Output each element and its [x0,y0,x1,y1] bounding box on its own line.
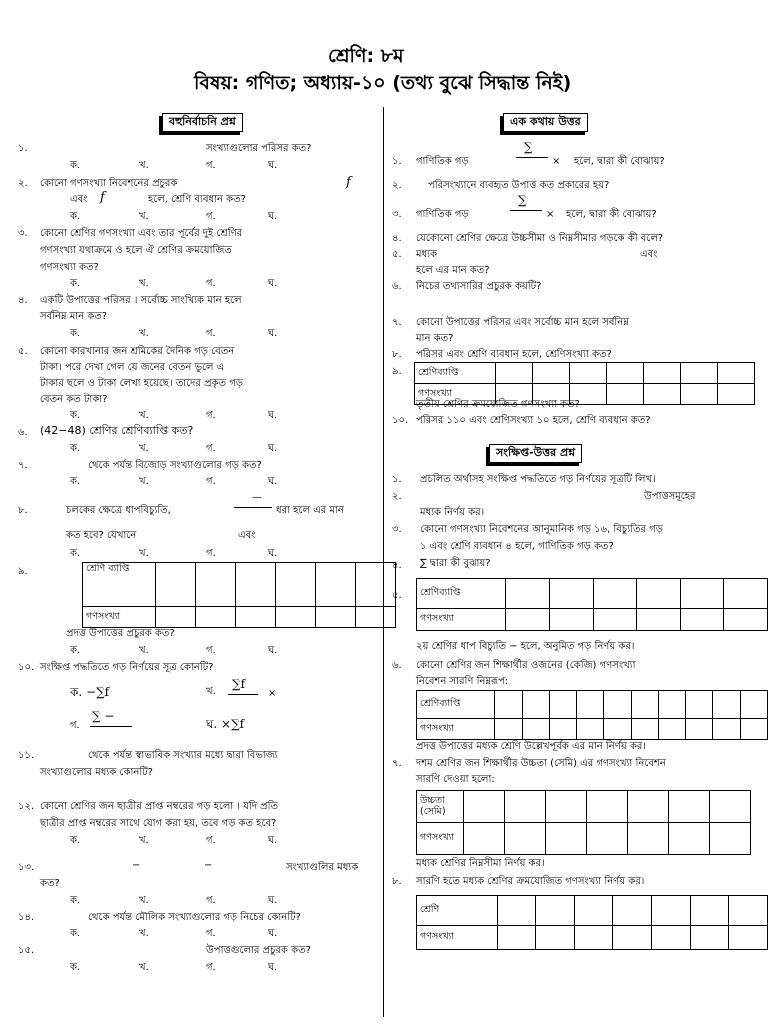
r9-row2-label: গণসংখ্যা [415,384,496,405]
r10-text: পরিসর ১১০ এবং শ্রেণিসংখ্যা ১০ হলে, শ্রেণি ব্যবধান কত? [416,415,651,426]
r1-fraction-bar [516,157,548,158]
q6-opt-c: গ. [206,443,216,454]
q11-line1: থেকে পর্যন্ত স্বাভাবিক সংখ্যার মধ্যে দ্বারা বিভাজ্য [88,750,278,761]
s5-table [416,578,768,631]
q8-dash: — [252,492,262,503]
r5-text-a: মধ্যক [416,249,438,260]
q7-opt-b: খ. [139,476,149,487]
q6-number: ৬. [18,427,28,438]
q10-opt-b: খ. [206,686,216,697]
r3-number: ৩. [392,209,402,220]
q2-f-symbol-2: f [100,190,105,205]
q8-number: ৮. [18,505,28,516]
s7-number: ৭. [392,758,402,769]
r8-number: ৮. [392,349,402,360]
s7-row2-label: গণসংখ্যা [417,823,464,855]
s2-line2: মধ্যক নির্ণয় কর। [420,507,485,518]
s6-number: ৬. [392,660,402,671]
q11-number: ১১. [18,750,35,761]
s8-table [416,895,768,950]
q14-opt-b: খ. [139,928,149,939]
q10-opt-b-expr: ∑f [232,677,246,691]
q2-opt-b: খ. [139,211,149,222]
one-word-heading: এক কথায় উত্তর [503,113,588,132]
r3-text-b: হলে, দ্বারা কী বোঝায়? [566,209,657,220]
q12-opt-a: ক. [70,835,81,846]
subject-title: বিষয়: গণিত; অধ্যায়-১০ (তথ্য বুঝে সিদ্ধান্ত নিই) [194,72,572,94]
r6-text: নিচের তথ্যসারির প্রচুরক কয়টি? [416,281,542,292]
q3-opt-b: খ. [139,278,149,289]
q3-line3: গণসংখ্যা কত? [40,262,99,273]
q9-opt-a: ক. [70,645,81,656]
r5-text-b: এবং [640,249,658,260]
s5-after: ২য় শ্রেণির ধাপ বিচ্যুতি − হলে, অনুমিত গড় নির্ণয় কর। [416,641,635,652]
s6-after: প্রদত্ত উপাত্তের মধ্যক শ্রেণি উল্লেখপূর্বক এর মান নির্ণয় কর। [416,741,646,752]
r2-text: পরিসংখ্যানে ব্যবহৃত উপাত্ত কত প্রকারের হয়? [428,180,610,191]
q1-opt-b: খ. [139,160,149,171]
s2-text: উপাত্তসমূহের [644,491,696,502]
q3-opt-c: গ. [206,278,216,289]
q4-line1: একটি উপাত্তের পরিসর । সর্বোচ্চ সাংখ্যিক মান হলে [40,295,242,306]
r7-number: ৭. [392,317,402,328]
s8-row1-label: শ্রেণি [417,896,498,926]
s5-row1-label: শ্রেণিব্যাপ্তি [417,579,506,609]
q10-opt-b-bar [228,694,258,695]
r5-text-c: হলে এর মান কত? [416,265,490,276]
q13-opt-a: ক. [70,895,81,906]
r1-text-a: গাণিতিক গড় [416,156,469,167]
q15-text: উপাত্তগুলোর প্রচুরক কত? [206,945,311,956]
q3-line1: কোনো শ্রেণির গণসংখ্যা এবং তার পূর্বের দুই শ্রেণির [40,228,243,239]
s4-text: ∑ দ্বারা কী বুঝায়? [420,558,491,569]
q11-line2: সংখ্যাগুলোর মধ্যক কোনটি? [40,767,153,778]
s8-number: ৮. [392,876,402,887]
r3-fraction-bar [510,210,542,211]
q13-line2: কত? [40,878,60,889]
s7-row1-label: উচ্চতা (সেমি) [417,791,464,823]
q8-line2: কত হবে? যেখানে [66,530,137,541]
q4-opt-d: ঘ. [268,328,278,339]
q10-opt-c-expr: ∑ − [92,709,115,723]
q2-opt-d: ঘ. [268,211,278,222]
s6-row2-label: গণসংখ্যা [417,719,495,740]
s3-number: ৩. [392,524,402,535]
q7-opt-a: ক. [70,476,81,487]
q13-opt-c: গ. [206,895,216,906]
q4-number: ৪. [18,295,28,306]
q10-opt-a: ক. −∑f [70,685,110,699]
q3-opt-a: ক. [70,278,81,289]
q1-opt-d: ঘ. [268,160,278,171]
r6-number: ৬. [392,281,402,292]
q10-opt-c: গ. [70,720,80,731]
q8-line2b: এবং [238,530,256,541]
q4-line2: সর্বনিম্ন মান কত? [40,311,108,322]
q4-opt-c: গ. [206,328,216,339]
s1-text: প্রচলিত অর্থাসহ সংক্ষিপ্ত পদ্ধতিতে গড় নির্ণয়ের সূত্রটি লিখ। [420,474,656,485]
q2-line1: কোনো গণসংখ্যা নিবেশনের প্রচুরক [40,178,178,189]
s3-line2: ১ এবং শ্রেণি ব্যবধান ৪ হলে, গাণিতিক গড় কত? [420,541,614,552]
q14-text: থেকে পর্যন্ত মৌলিক সংখ্যাগুলোর গড় নিচের কোনটি? [88,912,301,923]
s6-line2: নিবেশন সারণি নিম্নরূপ: [416,676,509,687]
q15-opt-c: গ. [206,962,216,973]
q8-opt-d: ঘ. [268,548,278,559]
q7-opt-c: গ. [206,476,216,487]
q4-opt-a: ক. [70,328,81,339]
s7-line2: সারণি দেওয়া হলো: [416,774,495,785]
s1-number: ১. [392,474,402,485]
s2-number: ২. [392,491,402,502]
q13-text: সংখ্যাগুলির মধ্যক [286,862,359,873]
q5-opt-c: গ. [206,410,216,421]
q7-number: ৭. [18,460,28,471]
r3-sigma: ∑ [518,193,527,207]
s6-table [416,690,768,740]
r3-text-a: গাণিতিক গড় [416,209,469,220]
q9-opt-b: খ. [139,645,149,656]
s8-row2-label: গণসংখ্যা [417,926,498,950]
q10-text: সংক্ষিপ্ত পদ্ধতিতে গড় নির্ণয়ের সূত্র কোনটি? [40,662,214,673]
s6-line1: কোনো শ্রেণির জন শিক্ষার্থীর ওজনের (কেজি) গণসংখ্যা [416,660,636,671]
q2-f-symbol: f [346,175,351,190]
r7-line1: কোনো উপাত্তের পরিসর এবং সর্বোচ্চ মান হলে সর্বনিম্ন [416,317,629,328]
q3-opt-d: ঘ. [268,278,278,289]
q3-line2: গণসংখ্যা যথাক্রমে ও হলে ঐ শ্রেণির ক্রমযোজিত [40,245,232,256]
q15-number: ১৫. [18,945,35,956]
q10-opt-c-bar [90,726,132,727]
q5-opt-d: ঘ. [268,410,278,421]
r7-line2: মান কত? [416,333,454,344]
q8-opt-c: গ. [206,548,216,559]
q14-number: ১৪. [18,912,35,923]
s4-number: ৪. [392,560,402,571]
r4-number: ৪. [392,233,402,244]
q12-opt-d: ঘ. [268,835,278,846]
r1-times: × [552,156,561,167]
q9-after: প্রদত্ত উপাত্তের প্রচুরক কত? [66,628,175,639]
q8-line1b: ধরা হলে এর মান [276,505,344,516]
q12-line1: কোনো শ্রেণির জন ছাত্রীর প্রাপ্ত নম্বরের গড় হলো । যদি প্রতি [40,801,279,812]
q9-opt-d: ঘ. [268,645,278,656]
q6-opt-a: ক. [70,443,81,454]
q6-opt-d: ঘ. [268,443,278,454]
r10-number: ১০. [392,415,409,426]
r1-sigma: ∑ [524,140,533,154]
q13-opt-b: খ. [139,895,149,906]
s8-text: সারণি হতে মধ্যক শ্রেণির ক্রমযোজিত গণসংখ্যা নির্ণয় কর। [416,876,645,887]
r9-number: ৯. [392,366,402,377]
q9-number: ৯. [18,566,28,577]
q2-line2b: হলে, শ্রেণি ব্যবধান কত? [148,194,246,205]
q5-line1: কোনো কারখানার জন শ্রমিকের দৈনিক গড় বেতন [40,346,235,357]
q9-row2-label: গণসংখ্যা [83,607,156,628]
q7-opt-d: ঘ. [268,476,278,487]
q2-opt-a: ক. [70,211,81,222]
q6-text: (42−48) শ্রেণির শ্রেণিব্যাপ্তি কত? [40,424,194,437]
q15-opt-a: ক. [70,962,81,973]
s7-table [416,790,751,855]
q13-number: ১৩. [18,862,35,873]
r4-text: যেকোনো শ্রেণির ক্ষেত্রে উচ্চসীমা ও নিম্নসীমার গড়কে কী বলে? [416,233,664,244]
q1-text: সংখ্যাগুলোর পরিসর কত? [206,143,312,154]
q9-opt-c: গ. [206,645,216,656]
q5-line4: বেতন কত টাকা? [40,394,108,405]
s3-line1: কোনো গণসংখ্যা নিবেশনের আনুমানিক গড় ১৬, বিচ্যুতির গড় [420,524,663,535]
q10-opt-b-times: × [268,688,277,699]
r5-number: ৫. [392,249,402,260]
q5-line3: টাকার ছলে ও টাকা লেখা হয়েছে। তাদের প্রকৃত গড় [40,378,243,389]
r1-number: ১. [392,156,402,167]
q8-line1a: চলকের ক্ষেত্রে ধাপবিচ্যুতি, [66,505,171,516]
q8-opt-a: ক. [70,548,81,559]
q14-opt-d: ঘ. [268,928,278,939]
q14-opt-c: গ. [206,928,216,939]
q8-fraction-bar [234,507,272,508]
q7-text: থেকে পর্যন্ত বিজোড় সংখ্যাগুলোর গড় কত? [88,460,262,471]
q8-opt-b: খ. [139,548,149,559]
q6-opt-b: খ. [139,443,149,454]
q10-opt-d: ঘ. ×∑f [206,717,245,731]
r3-times: × [546,209,555,220]
r2-number: ২. [392,180,402,191]
q9-row1-label: শ্রেণি ব্যাপ্তি [83,563,156,607]
s5-number: ৫. [392,590,402,601]
r9-row1-label: শ্রেণিব্যাপ্তি [415,363,496,384]
q5-number: ৫. [18,346,28,357]
q5-line2: টাকা। পরে দেখা গেল যে জনের বেতন ভুলে এ [40,362,225,373]
r1-text-b: হলে, দ্বারা কী বোঝায়? [574,156,665,167]
r9-after: তৃতীয় শ্রেণির ক্রমযোজিত গণসংখ্যা কত? [416,399,580,410]
q5-opt-b: খ. [139,410,149,421]
q9-table [82,562,396,628]
q2-number: ২. [18,178,28,189]
q14-opt-a: ক. [70,928,81,939]
r8-text: পরিসর এবং শ্রেণি ব্যবধান হলে, শ্রেণিসংখ্যা কত? [416,349,612,360]
q12-opt-b: খ. [139,835,149,846]
q2-line2a: এবং [70,194,88,205]
q3-number: ৩. [18,228,28,239]
class-title: শ্রেণি: ৮ম [328,45,404,67]
q1-opt-c: গ. [206,160,216,171]
s7-after: মধ্যক শ্রেণির নিম্নসীমা নির্ণয় কর। [416,858,545,869]
s6-row1-label: শ্রেণিব্যাপ্তি [417,691,495,719]
q10-number: ১০. [18,662,35,673]
q1-opt-a: ক. [70,160,81,171]
s5-row2-label: গণসংখ্যা [417,609,506,631]
short-answer-heading: সংক্ষিপ্ত-উত্তর প্রশ্ন [489,444,582,463]
q13-dash2: − [204,860,213,871]
q1-number: ১. [18,143,28,154]
q12-opt-c: গ. [206,835,216,846]
q4-opt-b: খ. [139,328,149,339]
q13-dash1: − [132,860,141,871]
q15-opt-d: ঘ. [268,962,278,973]
q2-opt-c: গ. [206,211,216,222]
q12-line2: ছাত্রীর প্রাপ্ত নম্বরের সাথে যোগ করা হয়, তবে গড় কত হবে? [40,818,277,829]
mcq-heading: বহুনির্বাচনি প্রশ্ন [162,113,243,132]
q13-opt-d: ঘ. [268,895,278,906]
s7-line1: দশম শ্রেণির জন শিক্ষার্থীর উচ্চতা (সেমি) এর গণসংখ্যা নিবেশন [416,758,666,769]
q5-opt-a: ক. [70,410,81,421]
q12-number: ১২. [18,801,35,812]
q15-opt-b: খ. [139,962,149,973]
